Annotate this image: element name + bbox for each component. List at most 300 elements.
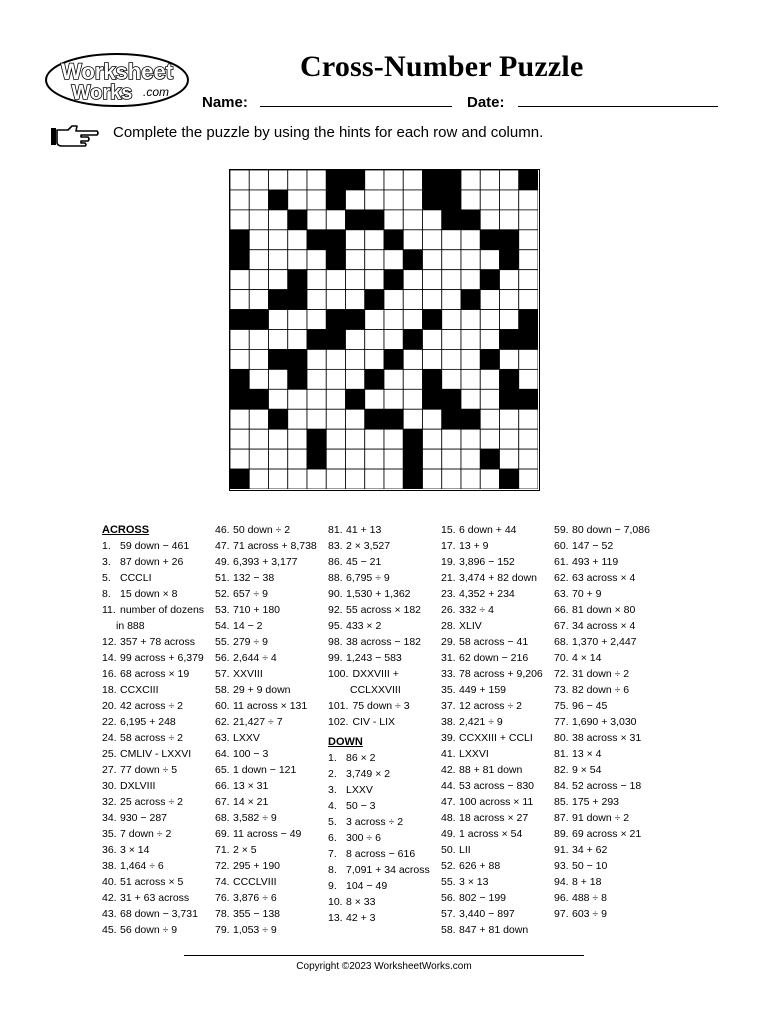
grid-cell[interactable]	[365, 270, 384, 290]
grid-cell[interactable]	[307, 210, 326, 230]
grid-cell[interactable]	[249, 170, 268, 190]
grid-cell[interactable]	[480, 409, 499, 429]
grid-cell[interactable]	[423, 469, 442, 489]
clue-text: 4 × 14	[572, 652, 602, 664]
clue-text: 51 across × 5	[120, 876, 184, 888]
instructions-text: Complete the puzzle by using the hints for each row and column.	[113, 124, 544, 141]
grid-cell[interactable]	[384, 330, 403, 350]
grid-cell[interactable]	[365, 389, 384, 409]
grid-cell[interactable]	[346, 449, 365, 469]
clue-item	[441, 906, 543, 922]
grid-cell[interactable]	[307, 270, 326, 290]
grid-cell[interactable]	[249, 449, 268, 469]
clue-item	[215, 714, 317, 730]
clue-item	[215, 634, 317, 650]
grid-cell[interactable]	[249, 230, 268, 250]
clue-number: 49.	[441, 828, 456, 840]
grid-cell[interactable]	[423, 349, 442, 369]
grid-cell[interactable]	[249, 429, 268, 449]
grid-cell[interactable]	[480, 429, 499, 449]
clue-item	[102, 714, 204, 730]
clue-item	[554, 778, 650, 794]
grid-cell[interactable]	[230, 349, 249, 369]
clue-number: 97.	[554, 908, 569, 920]
clue-number: 74.	[215, 876, 230, 888]
clue-number: 94.	[554, 876, 569, 888]
grid-cell[interactable]	[384, 449, 403, 469]
clue-text: 88 + 81 down	[459, 764, 523, 776]
grid-cell[interactable]	[288, 469, 307, 489]
clue-text: 355 − 138	[233, 908, 281, 920]
grid-cell[interactable]	[519, 290, 538, 310]
grid-cell[interactable]	[500, 270, 519, 290]
clue-item	[215, 922, 317, 938]
clue-item	[215, 906, 317, 922]
grid-cell[interactable]	[461, 389, 480, 409]
clue-text: 38 across × 31	[572, 732, 642, 744]
clue-item	[102, 874, 204, 890]
clue-number: 51.	[215, 572, 230, 584]
grid-cell[interactable]	[288, 330, 307, 350]
grid-cell[interactable]	[403, 409, 422, 429]
grid-cell[interactable]	[326, 349, 345, 369]
clue-text: 45 − 21	[346, 556, 382, 568]
grid-cell[interactable]	[480, 310, 499, 330]
grid-cell[interactable]	[230, 330, 249, 350]
grid-cell[interactable]	[480, 469, 499, 489]
clue-item	[441, 890, 543, 906]
grid-cell-blocked	[423, 190, 442, 210]
grid-cell[interactable]	[519, 349, 538, 369]
grid-cell[interactable]	[269, 250, 288, 270]
grid-cell[interactable]	[249, 369, 268, 389]
clue-number: 100.	[328, 668, 349, 680]
grid-cell[interactable]	[326, 409, 345, 429]
clue-number: 55.	[441, 876, 456, 888]
grid-cell[interactable]	[403, 230, 422, 250]
grid-cell[interactable]	[480, 330, 499, 350]
grid-cell[interactable]	[442, 290, 461, 310]
clue-text: 56 down ÷ 9	[120, 924, 178, 936]
clue-number: 81.	[328, 524, 343, 536]
grid-cell[interactable]	[461, 230, 480, 250]
grid-cell-blocked	[403, 449, 422, 469]
grid-cell[interactable]	[269, 270, 288, 290]
grid-cell[interactable]	[519, 210, 538, 230]
grid-cell[interactable]	[461, 270, 480, 290]
grid-cell[interactable]	[346, 349, 365, 369]
grid-cell-blocked	[307, 449, 326, 469]
grid-cell[interactable]	[480, 290, 499, 310]
grid-cell[interactable]	[480, 170, 499, 190]
clue-item	[102, 842, 204, 858]
clue-number: 67.	[554, 620, 569, 632]
clue-item	[441, 586, 543, 602]
grid-cell[interactable]	[461, 170, 480, 190]
grid-cell[interactable]	[346, 330, 365, 350]
clue-number: 52.	[215, 588, 230, 600]
grid-cell[interactable]	[519, 469, 538, 489]
clue-item	[102, 650, 204, 666]
grid-cell[interactable]	[384, 469, 403, 489]
clue-number: 12.	[102, 636, 117, 648]
clue-number: 28.	[441, 620, 456, 632]
grid-cell[interactable]	[269, 369, 288, 389]
grid-cell[interactable]	[249, 330, 268, 350]
grid-cell[interactable]	[403, 310, 422, 330]
grid-cell[interactable]	[346, 290, 365, 310]
grid-cell[interactable]	[461, 250, 480, 270]
clue-number: 56.	[441, 892, 456, 904]
grid-cell[interactable]	[519, 250, 538, 270]
clue-text: 2 × 5	[233, 844, 257, 856]
clue-number: 6.	[328, 832, 337, 844]
clue-number: 102.	[328, 716, 349, 728]
grid-cell-blocked	[500, 330, 519, 350]
clue-item	[441, 874, 543, 890]
clue-number: 60.	[215, 700, 230, 712]
clue-text: 1,464 ÷ 6	[120, 860, 164, 872]
grid-cell[interactable]	[365, 170, 384, 190]
grid-cell[interactable]	[365, 310, 384, 330]
grid-cell[interactable]	[442, 330, 461, 350]
grid-cell[interactable]	[365, 449, 384, 469]
grid-cell[interactable]	[384, 389, 403, 409]
grid-cell[interactable]	[519, 190, 538, 210]
clue-text: 14 − 2	[233, 620, 263, 632]
grid-cell[interactable]	[269, 469, 288, 489]
grid-cell[interactable]	[326, 469, 345, 489]
grid-cell[interactable]	[403, 190, 422, 210]
grid-cell[interactable]	[365, 349, 384, 369]
grid-cell-blocked	[480, 349, 499, 369]
clue-item	[102, 570, 204, 586]
grid-cell[interactable]	[384, 250, 403, 270]
clue-number: 92.	[328, 604, 343, 616]
grid-cell[interactable]	[249, 290, 268, 310]
grid-cell[interactable]	[384, 290, 403, 310]
grid-cell[interactable]	[500, 290, 519, 310]
grid-cell[interactable]	[519, 270, 538, 290]
grid-cell[interactable]	[307, 389, 326, 409]
grid-cell[interactable]	[480, 190, 499, 210]
grid-cell[interactable]	[365, 330, 384, 350]
clue-text: 86 × 2	[346, 752, 376, 764]
clue-number: 16.	[102, 668, 117, 680]
grid-cell[interactable]	[288, 409, 307, 429]
grid-cell[interactable]	[346, 369, 365, 389]
grid-cell[interactable]	[519, 230, 538, 250]
grid-cell[interactable]	[500, 170, 519, 190]
grid-cell[interactable]	[346, 250, 365, 270]
grid-cell[interactable]	[403, 170, 422, 190]
grid-cell[interactable]	[423, 330, 442, 350]
grid-cell-blocked	[346, 389, 365, 409]
clue-number: 19.	[441, 556, 456, 568]
grid-cell[interactable]	[307, 290, 326, 310]
grid-cell[interactable]	[269, 210, 288, 230]
grid-cell[interactable]	[423, 230, 442, 250]
grid-cell[interactable]	[365, 429, 384, 449]
grid-cell[interactable]	[461, 369, 480, 389]
grid-cell[interactable]	[480, 210, 499, 230]
clue-number: 85.	[554, 796, 569, 808]
clue-text: 626 + 88	[459, 860, 501, 872]
grid-cell[interactable]	[326, 369, 345, 389]
grid-cell[interactable]	[365, 250, 384, 270]
grid-cell[interactable]	[442, 349, 461, 369]
clue-item	[102, 746, 204, 762]
grid-cell[interactable]	[500, 449, 519, 469]
clue-item	[441, 922, 543, 938]
grid-cell[interactable]	[519, 429, 538, 449]
date-field-line[interactable]	[518, 106, 718, 107]
grid-cell[interactable]	[346, 469, 365, 489]
name-field-line[interactable]	[260, 106, 452, 107]
grid-cell[interactable]	[326, 389, 345, 409]
clue-item	[441, 842, 543, 858]
grid-cell[interactable]	[269, 429, 288, 449]
clue-text: 3,749 × 2	[346, 768, 391, 780]
logo-text-works: Works	[71, 82, 133, 104]
grid-cell[interactable]	[307, 409, 326, 429]
clue-text: 87 down + 26	[120, 556, 184, 568]
grid-cell[interactable]	[365, 230, 384, 250]
grid-cell[interactable]	[519, 409, 538, 429]
grid-cell[interactable]	[403, 290, 422, 310]
clue-text: LXXVI	[459, 748, 489, 760]
grid-cell[interactable]	[326, 270, 345, 290]
grid-cell-blocked	[230, 310, 249, 330]
clue-number: 36.	[102, 844, 117, 856]
grid-cell[interactable]	[230, 409, 249, 429]
grid-cell[interactable]	[288, 389, 307, 409]
grid-cell[interactable]	[288, 170, 307, 190]
clue-number: 70.	[554, 652, 569, 664]
grid-cell[interactable]	[288, 250, 307, 270]
grid-cell[interactable]	[249, 210, 268, 230]
grid-cell[interactable]	[307, 349, 326, 369]
grid-cell[interactable]	[326, 429, 345, 449]
grid-cell[interactable]	[307, 170, 326, 190]
grid-cell[interactable]	[423, 290, 442, 310]
grid-cell[interactable]	[384, 369, 403, 389]
grid-cell[interactable]	[480, 369, 499, 389]
grid-cell[interactable]	[307, 250, 326, 270]
grid-cell[interactable]	[500, 429, 519, 449]
grid-cell[interactable]	[269, 310, 288, 330]
grid-cell[interactable]	[519, 369, 538, 389]
grid-cell[interactable]	[346, 190, 365, 210]
grid-cell[interactable]	[249, 250, 268, 270]
clue-item	[102, 906, 204, 922]
clue-item	[215, 778, 317, 794]
clue-text: 104 − 49	[346, 880, 388, 892]
grid-cell[interactable]	[461, 330, 480, 350]
clue-item	[215, 666, 317, 682]
grid-cell[interactable]	[288, 230, 307, 250]
clue-item	[102, 682, 204, 698]
clue-item	[328, 814, 430, 830]
grid-cell[interactable]	[423, 429, 442, 449]
clue-number: 72.	[215, 860, 230, 872]
grid-cell[interactable]	[365, 190, 384, 210]
grid-cell[interactable]	[442, 250, 461, 270]
clue-number: 35.	[102, 828, 117, 840]
grid-cell[interactable]	[288, 190, 307, 210]
grid-cell[interactable]	[480, 250, 499, 270]
clue-item	[328, 782, 430, 798]
grid-cell[interactable]	[326, 290, 345, 310]
clue-item	[215, 826, 317, 842]
grid-cell[interactable]	[384, 190, 403, 210]
clue-text: 34 across × 4	[572, 620, 636, 632]
grid-cell[interactable]	[230, 429, 249, 449]
clue-item	[328, 862, 430, 878]
clue-number: 93.	[554, 860, 569, 872]
grid-cell[interactable]	[442, 230, 461, 250]
grid-cell[interactable]	[423, 449, 442, 469]
grid-cell[interactable]	[442, 449, 461, 469]
clue-number: 38.	[441, 716, 456, 728]
clue-item	[441, 522, 543, 538]
clue-text: 433 × 2	[346, 620, 382, 632]
grid-cell[interactable]	[346, 429, 365, 449]
clue-text: 3 across ÷ 2	[346, 816, 404, 828]
grid-cell[interactable]	[423, 250, 442, 270]
clue-item	[215, 650, 317, 666]
grid-cell[interactable]	[500, 190, 519, 210]
grid-cell[interactable]	[269, 230, 288, 250]
grid-cell[interactable]	[307, 469, 326, 489]
grid-cell[interactable]	[365, 469, 384, 489]
grid-cell[interactable]	[269, 170, 288, 190]
grid-cell[interactable]	[249, 409, 268, 429]
grid-cell[interactable]	[269, 330, 288, 350]
clue-number: 62.	[215, 716, 230, 728]
grid-cell[interactable]	[326, 449, 345, 469]
clue-text: 3,440 − 897	[459, 908, 515, 920]
grid-cell[interactable]	[288, 310, 307, 330]
grid-cell[interactable]	[346, 409, 365, 429]
clue-text: 50 − 3	[346, 800, 376, 812]
grid-cell[interactable]	[442, 469, 461, 489]
grid-cell[interactable]	[384, 170, 403, 190]
clue-item	[554, 634, 650, 650]
grid-cell[interactable]	[384, 429, 403, 449]
grid-cell[interactable]	[500, 409, 519, 429]
grid-cell[interactable]	[442, 270, 461, 290]
grid-cell[interactable]	[480, 389, 499, 409]
grid-cell[interactable]	[346, 230, 365, 250]
grid-cell[interactable]	[269, 449, 288, 469]
grid-cell[interactable]	[403, 210, 422, 230]
clue-number: 8.	[328, 864, 337, 876]
grid-cell-blocked	[423, 170, 442, 190]
grid-cell[interactable]	[249, 349, 268, 369]
grid-cell[interactable]	[442, 429, 461, 449]
grid-cell[interactable]	[384, 310, 403, 330]
clue-item	[441, 618, 543, 634]
grid-cell[interactable]	[230, 210, 249, 230]
clue-item	[328, 750, 430, 766]
grid-cell[interactable]	[500, 310, 519, 330]
grid-cell[interactable]	[249, 270, 268, 290]
clue-text: 7,091 + 34 across	[346, 864, 430, 876]
grid-cell[interactable]	[403, 349, 422, 369]
grid-cell[interactable]	[500, 210, 519, 230]
clue-text: 2,421 ÷ 9	[459, 716, 503, 728]
worksheetworks-logo	[44, 52, 190, 108]
grid-cell[interactable]	[346, 270, 365, 290]
clue-number: 63.	[215, 732, 230, 744]
grid-cell[interactable]	[519, 449, 538, 469]
grid-cell[interactable]	[403, 389, 422, 409]
grid-cell[interactable]	[500, 349, 519, 369]
grid-cell[interactable]	[288, 429, 307, 449]
grid-cell-blocked	[326, 170, 345, 190]
grid-cell[interactable]	[403, 270, 422, 290]
grid-cell[interactable]	[230, 290, 249, 310]
grid-cell[interactable]	[461, 449, 480, 469]
grid-cell[interactable]	[461, 469, 480, 489]
grid-cell[interactable]	[307, 190, 326, 210]
clue-item	[441, 650, 543, 666]
clue-text: 493 + 119	[572, 556, 619, 568]
grid-cell[interactable]	[307, 369, 326, 389]
clue-number: 41.	[441, 748, 456, 760]
grid-cell[interactable]	[307, 310, 326, 330]
grid-cell[interactable]	[384, 210, 403, 230]
grid-cell[interactable]	[461, 190, 480, 210]
grid-cell-blocked	[365, 210, 384, 230]
clue-item	[102, 586, 204, 602]
grid-cell[interactable]	[442, 369, 461, 389]
grid-cell[interactable]	[249, 190, 268, 210]
grid-cell[interactable]	[423, 210, 442, 230]
clue-text: 25 across ÷ 2	[120, 796, 183, 808]
clue-item	[328, 830, 430, 846]
grid-cell-blocked	[269, 349, 288, 369]
grid-cell-blocked	[269, 190, 288, 210]
clue-text: 31 + 63 across	[120, 892, 190, 904]
grid-cell[interactable]	[461, 310, 480, 330]
clue-number: 57.	[441, 908, 456, 920]
grid-cell[interactable]	[269, 389, 288, 409]
grid-cell[interactable]	[326, 210, 345, 230]
grid-cell[interactable]	[423, 409, 442, 429]
clue-number: 65.	[215, 764, 230, 776]
clue-item	[441, 554, 543, 570]
grid-cell[interactable]	[249, 469, 268, 489]
grid-cell[interactable]	[461, 429, 480, 449]
clue-number: 37.	[441, 700, 456, 712]
clue-number: 56.	[215, 652, 230, 664]
grid-cell[interactable]	[230, 170, 249, 190]
clue-item	[328, 634, 430, 650]
grid-cell[interactable]	[461, 349, 480, 369]
clue-column-5	[554, 522, 650, 922]
grid-cell-blocked	[288, 369, 307, 389]
grid-cell[interactable]	[442, 310, 461, 330]
clue-item	[102, 666, 204, 682]
grid-cell[interactable]	[423, 270, 442, 290]
grid-cell[interactable]	[230, 190, 249, 210]
grid-cell[interactable]	[230, 270, 249, 290]
grid-cell[interactable]	[288, 449, 307, 469]
grid-cell[interactable]	[403, 369, 422, 389]
grid-cell[interactable]	[230, 449, 249, 469]
